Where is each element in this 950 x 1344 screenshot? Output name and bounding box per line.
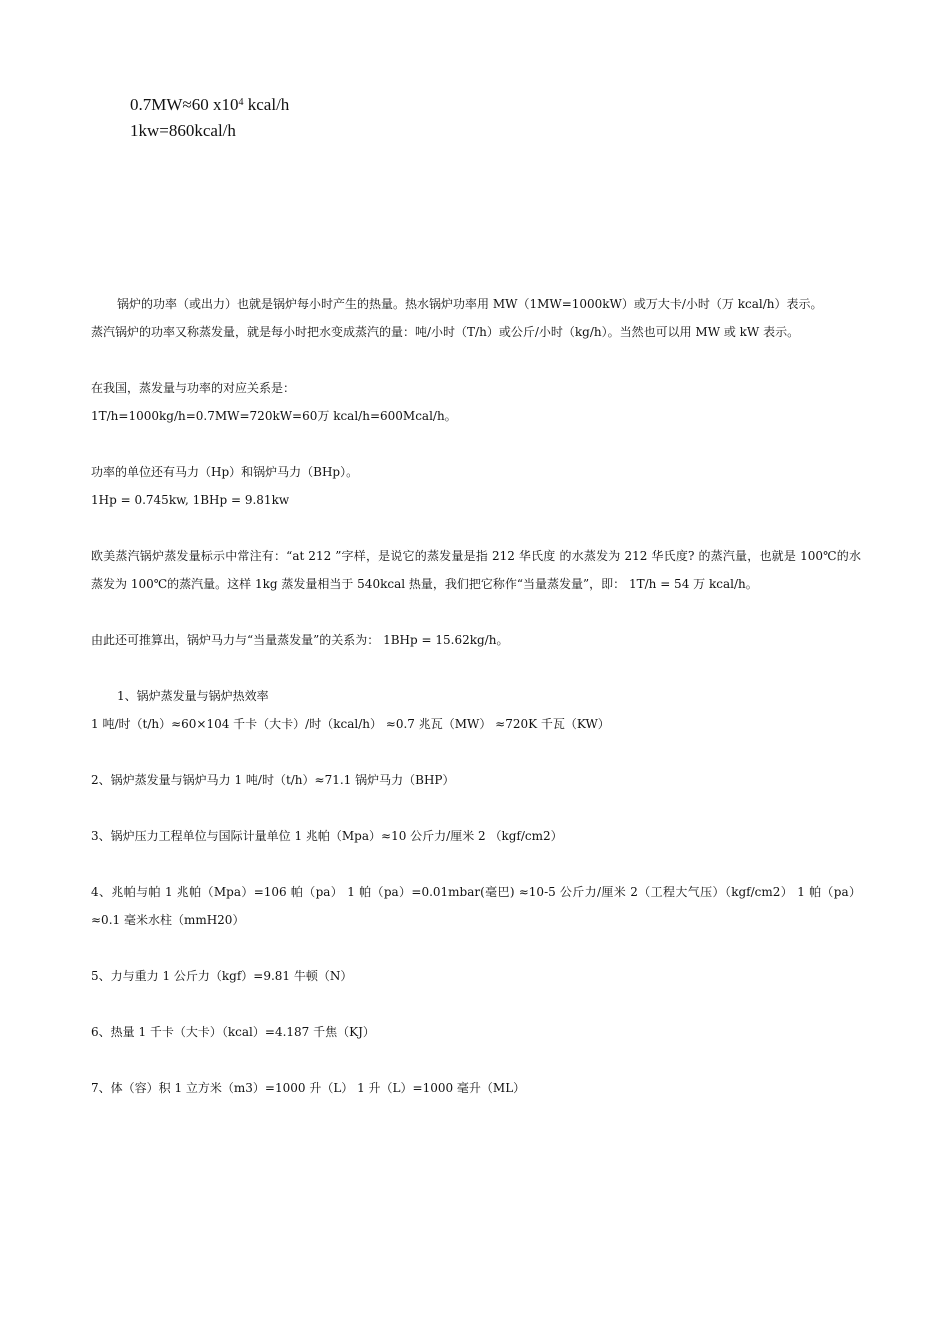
document-body — [91, 290, 861, 1102]
header-formulas — [130, 90, 289, 144]
paragraph-horsepower-formula: 1Hp = 0.745kw, 1BHp = 9.81kw — [91, 493, 290, 507]
paragraph-bhp-relation: 由此还可推算出，锅炉马力与“当量蒸发量”的关系为： 1BHp = 15.62kg/h。 — [91, 633, 509, 647]
formula-kw-kcal: 1kw=860kcal/h — [130, 121, 236, 140]
conversion-1-title: 1、锅炉蒸发量与锅炉热效率 — [117, 689, 269, 703]
paragraph-steam-boiler: 蒸汽锅炉的功率又称蒸发量，就是每小时把水变成蒸汽的量：吨/小时（T/h）或公斤/小时（kg/h）。当然也可以用 MW 或 kW 表示。 — [91, 325, 800, 339]
paragraph-equivalent-evaporation: 欧美蒸汽锅炉蒸发量标示中常注有：“at 212 ”字样，是说它的蒸发量是指 212 华氏度 的水蒸发为 212 华氏度? 的蒸汽量，也就是 100℃的水蒸发为 100℃的蒸汽量。这样 1kg 蒸发量相当于 540kcal 热量，我们把它称作“当量蒸发量”，即： 1T/h = 54 万 kcal/h。 — [91, 549, 861, 591]
paragraph-horsepower: 功率的单位还有马力（Hp）和锅炉马力（BHp）。 — [91, 465, 359, 479]
conversion-4: 4、兆帕与帕 1 兆帕（Mpa）=106 帕（pa） 1 帕（pa）=0.01mbar(毫巴) ≈10-5 公斤力/厘米 2（工程大气压）（kgf/cm2） 1 帕（pa）≈0.1 毫米水柱（mmH20） — [91, 885, 861, 927]
spacer — [91, 850, 861, 878]
conversion-6: 6、热量 1 千卡（大卡）（kcal）=4.187 千焦（KJ） — [91, 1025, 375, 1039]
spacer — [91, 430, 861, 458]
spacer — [91, 990, 861, 1018]
spacer — [91, 738, 861, 766]
paragraph-china-formula: 1T/h=1000kg/h=0.7MW=720kW=60万 kcal/h=600Mcal/h。 — [91, 409, 457, 423]
spacer — [91, 598, 861, 626]
formula-mw-kcal-prefix: 0.7MW≈60 x10 — [130, 95, 239, 114]
spacer — [91, 934, 861, 962]
conversion-3: 3、锅炉压力工程单位与国际计量单位 1 兆帕（Mpa）≈10 公斤力/厘米 2 （kgf/cm2） — [91, 829, 563, 843]
spacer — [91, 794, 861, 822]
paragraph-china-relation: 在我国，蒸发量与功率的对应关系是： — [91, 381, 296, 395]
spacer — [91, 1046, 861, 1074]
conversion-1-body: 1 吨/时（t/h）≈60×104 千卡（大卡）/时（kcal/h） ≈0.7 兆瓦（MW） ≈720K 千瓦（KW） — [91, 717, 610, 731]
spacer — [91, 654, 861, 682]
formula-mw-kcal-suffix: kcal/h — [243, 95, 290, 114]
formula-exponent: 4 — [238, 97, 244, 108]
conversion-5: 5、力与重力 1 公斤力（kgf）=9.81 牛顿（N） — [91, 969, 353, 983]
spacer — [91, 346, 861, 374]
paragraph-boiler-power: 锅炉的功率（或出力）也就是锅炉每小时产生的热量。热水锅炉功率用 MW（1MW=1000kW）或万大卡/小时（万 kcal/h）表示。 — [117, 297, 823, 311]
conversion-7: 7、体（容）积 1 立方米（m3）=1000 升（L） 1 升（L）=1000 毫升（ML） — [91, 1081, 526, 1095]
spacer — [91, 514, 861, 542]
formula-mw-kcal — [130, 90, 289, 118]
conversion-2: 2、锅炉蒸发量与锅炉马力 1 吨/时（t/h）≈71.1 锅炉马力（BHP） — [91, 773, 455, 787]
